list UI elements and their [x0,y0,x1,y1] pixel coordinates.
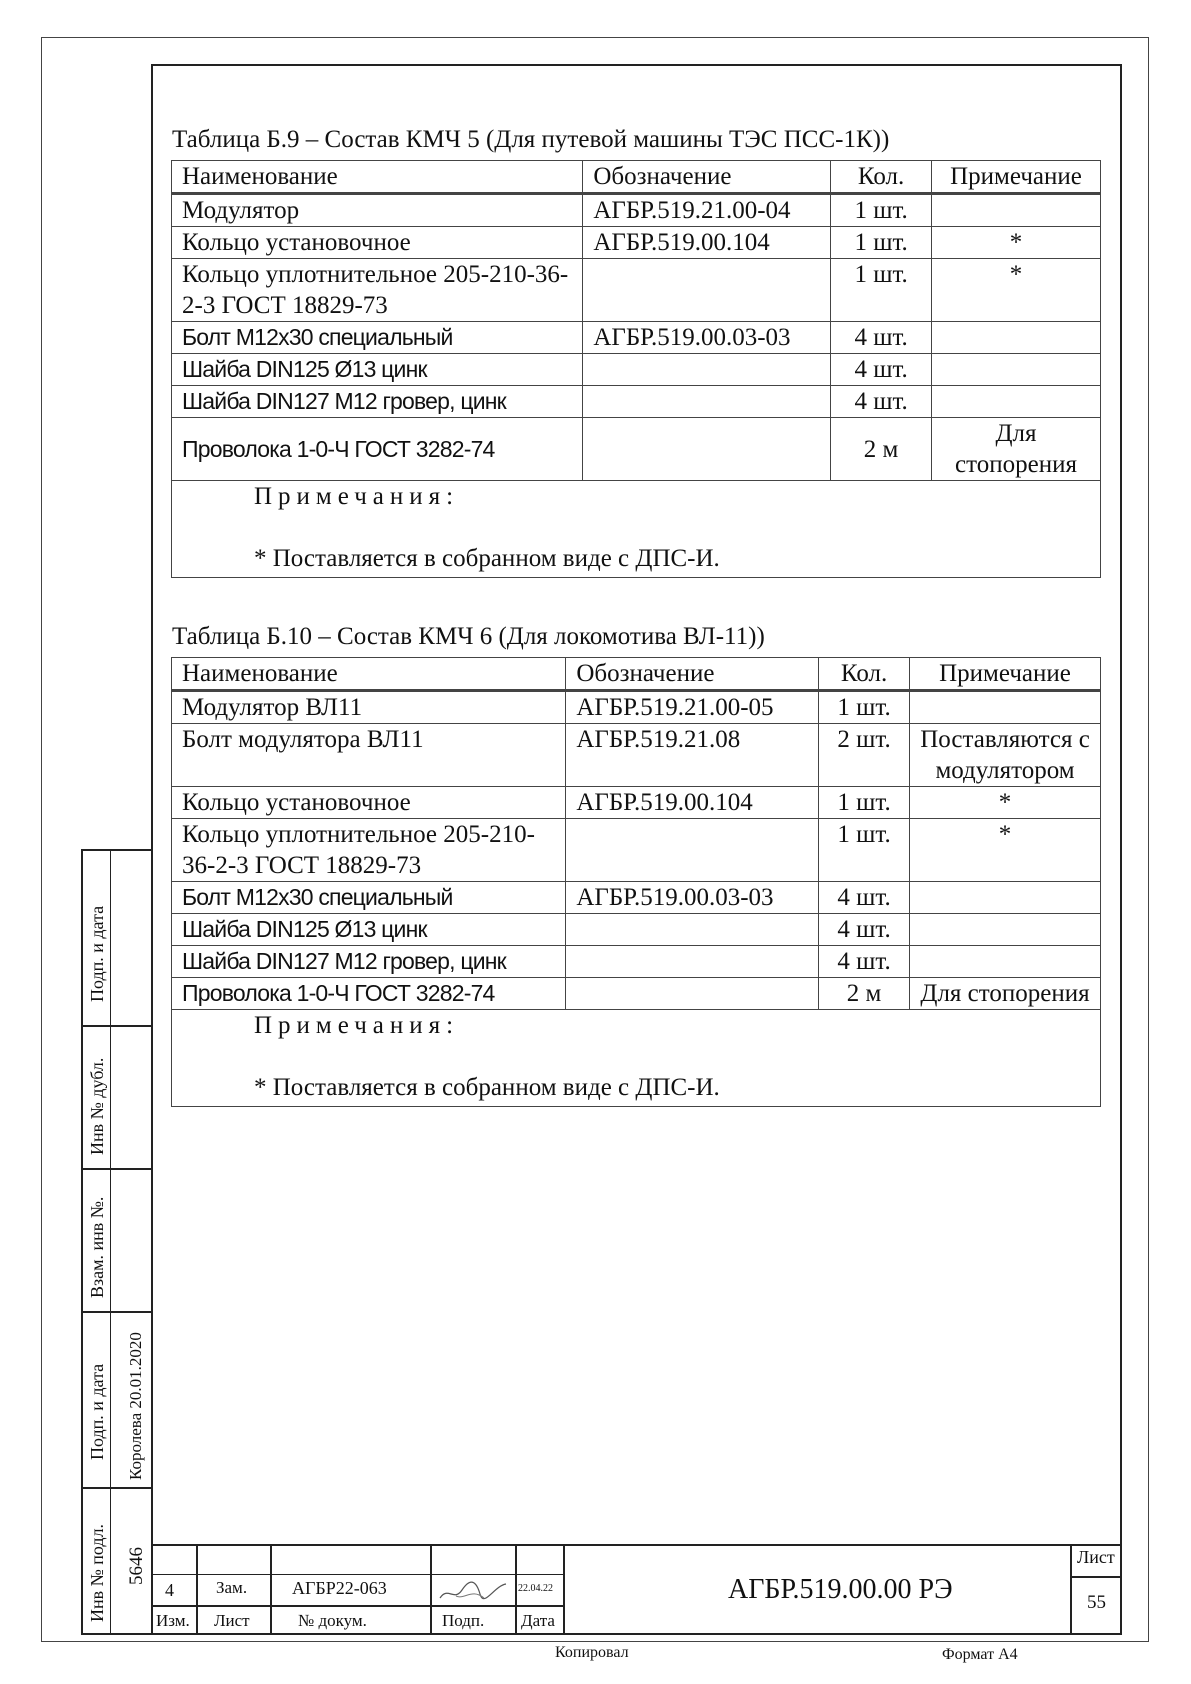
cell-qty: 2 м [819,978,910,1010]
cell-qty: 4 шт. [831,322,932,354]
strip-divider [81,1168,153,1170]
cell-code [566,819,819,882]
document-code: АГБР.519.00.00 РЭ [728,1574,953,1605]
table-row [172,946,1101,978]
cell-qty: 1 шт. [831,194,932,227]
rev-doc: АГБР22-063 [292,1578,387,1598]
strip-inv-value: 5646 [126,1547,147,1585]
tb-line [563,1544,565,1635]
cell-code: АГБР.519.00.104 [583,227,831,259]
col-label-change: Изм. [156,1611,190,1630]
cell-note: Для стопорения [932,418,1101,481]
table2-notes-row [172,1010,1101,1107]
cell-name: Болт М12х30 специальный [172,322,583,354]
cell-name: Болт модулятора ВЛ11 [172,724,566,787]
cell-note [932,322,1101,354]
table-row [172,914,1101,946]
cell-code [566,946,819,978]
cell-note: * [910,787,1101,819]
cell-qty: 4 шт. [819,946,910,978]
strip-label-replaced-inv: Взам. инв №. [87,1196,107,1298]
rev-type: Зам. [216,1578,248,1597]
table-row [172,691,1101,724]
cell-code [583,259,831,322]
format-label: Формат А4 [942,1646,1018,1663]
cell-note: * [932,227,1101,259]
rev-num: 4 [165,1580,174,1600]
cell-name: Шайба DIN125 Ø13 цинк [172,354,583,386]
table1-caption: Таблица Б.9 – Состав КМЧ 5 (Для путевой машины ТЭС ПСС-1К)) [172,126,890,153]
cell-name: Модулятор ВЛ11 [172,691,566,724]
cell-code: АГБР.519.21.00-05 [566,691,819,724]
tb-line [1070,1544,1072,1635]
notes-text: * Поставляется в собранном виде с ДПС-И. [254,545,720,572]
table1 [171,160,1101,578]
sheet-label: Лист [1077,1547,1115,1567]
strip-divider [81,1311,153,1313]
table-row [172,259,1101,322]
cell-note [932,194,1101,227]
col-label-sign: Подп. [442,1611,485,1630]
table2-header-qty: Кол. [819,658,910,691]
table-row [172,787,1101,819]
cell-code: АГБР.519.21.00-04 [583,194,831,227]
table-row [172,322,1101,354]
table-row [172,354,1101,386]
table1-notes-row [172,481,1101,578]
table-row [172,724,1101,787]
strip-divider [110,849,111,1635]
table1-header-code: Обозначение [583,161,831,194]
tb-line [196,1544,198,1635]
cell-name: Кольцо уплотнительное 205-210-36-2-3 ГОСТ 18829-73 [172,259,583,322]
cell-note: * [910,819,1101,882]
cell-name: Проволока 1-0-Ч ГОСТ 3282-74 [172,978,566,1010]
cell-code: АГБР.519.21.08 [566,724,819,787]
sheet-number: 55 [1087,1592,1106,1613]
cell-note [910,914,1101,946]
tb-line [1070,1576,1122,1578]
cell-note [910,946,1101,978]
cell-name: Кольцо установочное [172,227,583,259]
cell-qty: 1 шт. [819,691,910,724]
cell-note: * [932,259,1101,322]
table-row [172,418,1101,481]
cell-name: Шайба DIN127 М12 гровер, цинк [172,946,566,978]
col-label-doc: № докум. [298,1611,367,1630]
cell-note [910,882,1101,914]
cell-code: АГБР.519.00.104 [566,787,819,819]
cell-qty: 1 шт. [831,259,932,322]
copied-label: Копировал [555,1644,629,1661]
table2-caption: Таблица Б.10 – Состав КМЧ 6 (Для локомотива ВЛ-11)) [172,623,765,650]
cell-qty: 4 шт. [831,354,932,386]
cell-code [583,418,831,481]
cell-name: Шайба DIN127 М12 гровер, цинк [172,386,583,418]
strip-label-sign-date: Подп. и дата [87,905,107,1002]
table2-header-name: Наименование [172,658,566,691]
table-row [172,882,1101,914]
table2 [171,657,1101,1107]
cell-code [583,354,831,386]
cell-code: АГБР.519.00.03-03 [566,882,819,914]
strip-label-sign-date-2: Подп. и дата [87,1363,107,1460]
table-row [172,978,1101,1010]
table1-header [172,161,1101,194]
cell-name: Болт М12х30 специальный [172,882,566,914]
rev-date: 22.04.22 [518,1583,553,1594]
strip-label-orig-inv: Инв № подл. [87,1523,107,1622]
table2-header [172,658,1101,691]
tb-line [515,1544,517,1635]
cell-code [583,386,831,418]
strip-sign-date-value: Королева 20.01.2020 [126,1332,145,1480]
cell-name: Модулятор [172,194,583,227]
cell-qty: 2 м [831,418,932,481]
strip-divider [81,1025,153,1027]
cell-code [566,978,819,1010]
table1-notes [172,481,1101,578]
table1-header-name: Наименование [172,161,583,194]
cell-name: Кольцо уплотнительное 205-210-36-2-3 ГОСТ 18829-73 [172,819,566,882]
signature [436,1576,510,1606]
table1-header-qty: Кол. [831,161,932,194]
cell-code [566,914,819,946]
table-row [172,386,1101,418]
table-row [172,227,1101,259]
cell-note: Поставляются с модулятором [910,724,1101,787]
cell-qty: 2 шт. [819,724,910,787]
col-label-sheet: Лист [214,1611,250,1630]
table2-header-code: Обозначение [566,658,819,691]
cell-note [910,691,1101,724]
cell-qty: 4 шт. [831,386,932,418]
cell-name: Кольцо установочное [172,787,566,819]
cell-qty: 1 шт. [831,227,932,259]
cell-qty: 4 шт. [819,914,910,946]
cell-code: АГБР.519.00.03-03 [583,322,831,354]
cell-note: Для стопорения [910,978,1101,1010]
tb-line [430,1544,432,1635]
cell-note [932,386,1101,418]
cell-qty: 1 шт. [819,819,910,882]
cell-name: Проволока 1-0-Ч ГОСТ 3282-74 [172,418,583,481]
table-row [172,819,1101,882]
cell-qty: 4 шт. [819,882,910,914]
table2-notes [172,1010,1101,1107]
notes-heading: Примечания: [254,1012,460,1039]
strip-divider [81,1487,153,1489]
tb-line [270,1544,272,1635]
table-row [172,194,1101,227]
strip-label-dup-inv: Инв № дубл. [87,1057,107,1155]
notes-text: * Поставляется в собранном виде с ДПС-И. [254,1074,720,1101]
table1-header-note: Примечание [932,161,1101,194]
tb-line [151,1574,565,1575]
notes-heading: Примечания: [254,483,460,510]
cell-qty: 1 шт. [819,787,910,819]
table2-header-note: Примечание [910,658,1101,691]
col-label-date: Дата [521,1611,555,1630]
cell-name: Шайба DIN125 Ø13 цинк [172,914,566,946]
cell-note [932,354,1101,386]
